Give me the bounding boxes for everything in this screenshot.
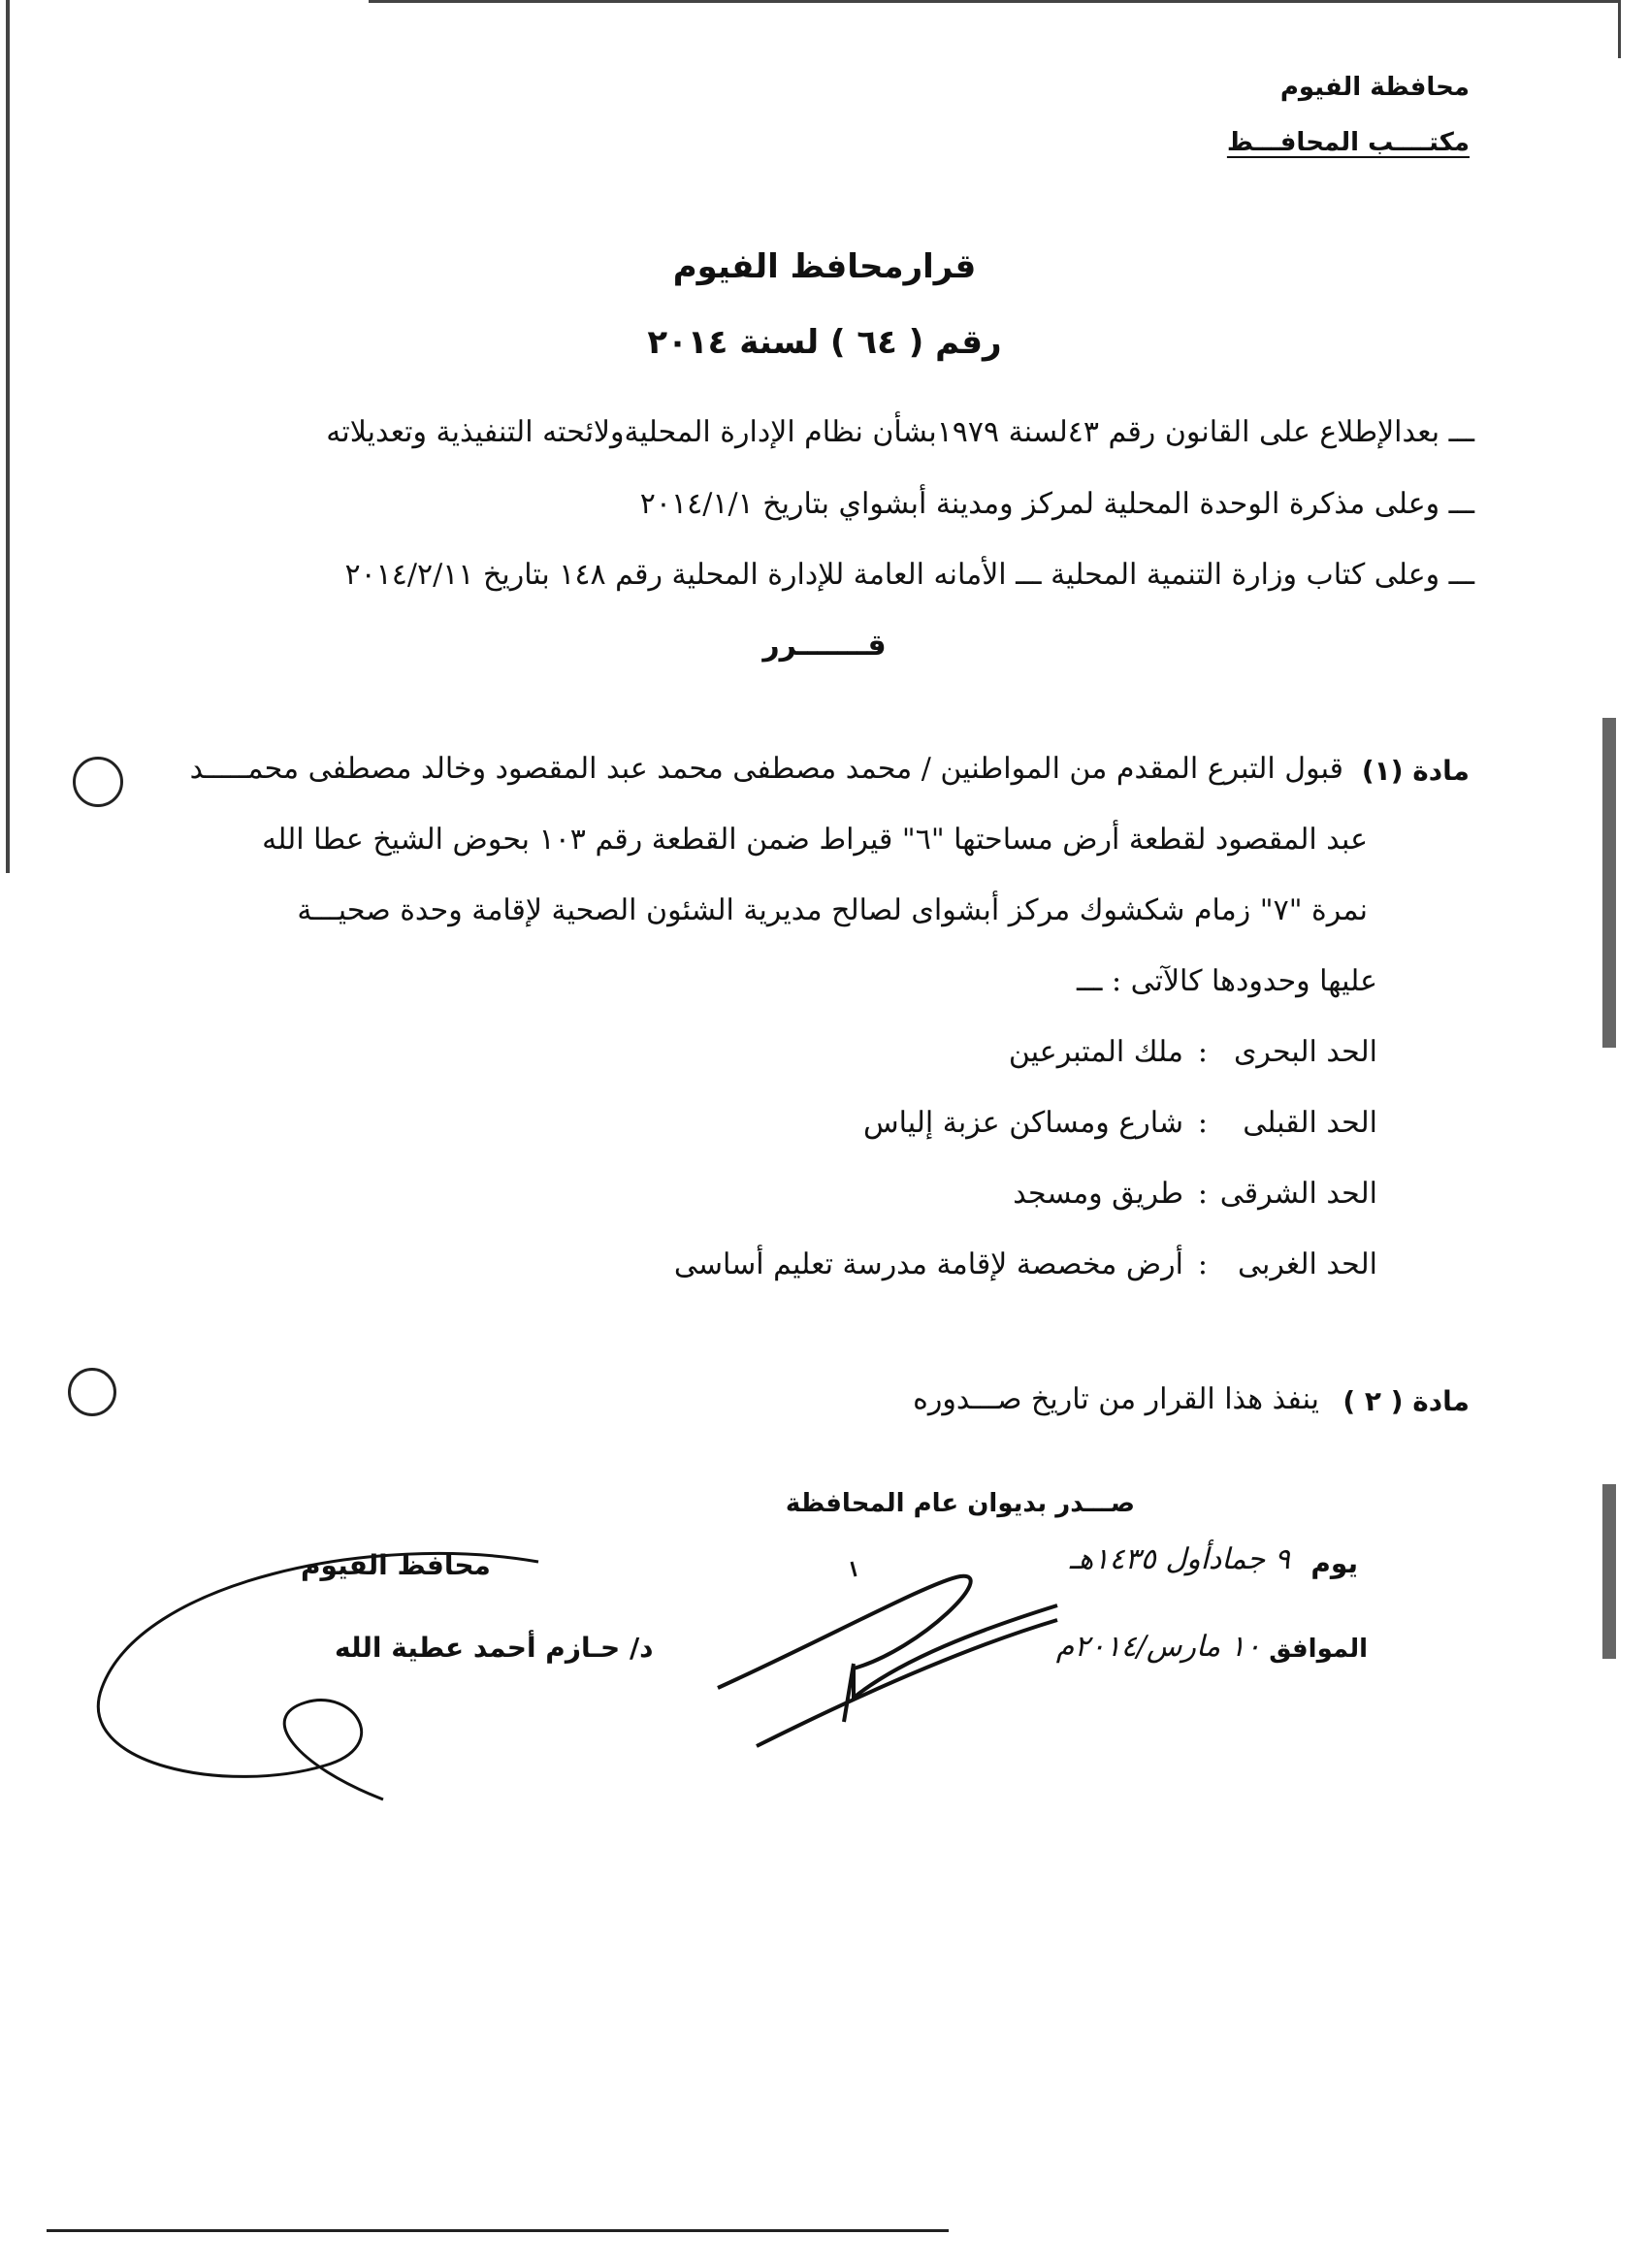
issuance-heading: صـــدر بديوان عام المحافظة (785, 1489, 1135, 1518)
handwritten-initial (708, 1542, 1067, 1766)
office-name (1227, 128, 1470, 157)
boundary-east-value: طريق ومسجد (1013, 1177, 1183, 1211)
boundary-south-value: شارع ومساكن عزبة إلياس (862, 1106, 1183, 1140)
boundary-west-value: أرض مخصصة لإقامة مدرسة تعليم أساسى (673, 1247, 1183, 1281)
article-1-line-1: قبول التبرع المقدم من المواطنين / محمد مصطفى محمد عبد المقصود وخالد مصطفى محمـــــد (189, 752, 1343, 786)
bottom-rule (47, 2229, 949, 2232)
article-1-line-2: عبد المقصود لقطعة أرض مساحتها "٦" قيراط ضمن القطعة رقم ١٠٣ بحوض الشيخ عطا الله (262, 823, 1368, 857)
preamble-line-2: ـــ وعلى مذكرة الوحدة المحلية لمركز ومدينة أبشواي بتاريخ ٢٠١٤/١/١ (639, 487, 1474, 521)
boundary-west-label: الحد الغربى (1238, 1247, 1377, 1281)
boundary-south-label: الحد القبلى (1243, 1106, 1377, 1140)
article-1-line-3: نمرة "٧" زمام شكشوك مركز أبشواى لصالح مديرية الشئون الصحية لإقامة وحدة صحيـــة (297, 893, 1368, 927)
hole-punch-mark-2 (68, 1368, 116, 1416)
decision-heading: قـــــــرر (762, 629, 887, 663)
article-1-line-4: عليها وحدودها كالآتى : ـــ (1077, 964, 1377, 998)
signatory-title: محافظ الفيوم (301, 1549, 491, 1581)
scan-edge-right-segment-1 (1602, 718, 1616, 1048)
issuance-hijri-date: ٩ جمادأول ١٤٣٥هـ (1069, 1542, 1290, 1576)
scan-edge-top (369, 0, 1620, 3)
article-1-label: مادة (١) (1361, 755, 1470, 787)
issuance-corresponding-label: الموافق (1269, 1635, 1368, 1664)
article-2-text: ينفذ هذا القرار من تاريخ صـــدوره (913, 1382, 1319, 1416)
scan-edge-right (1618, 0, 1621, 58)
boundary-north-separator: : (1197, 1035, 1208, 1069)
preamble-line-3: ـــ وعلى كتاب وزارة التنمية المحلية ـــ الأمانه العامة للإدارة المحلية رقم ١٤٨ بتاريخ ٢٠١٤/٢/١١ (344, 558, 1474, 592)
boundary-north-value: ملك المتبرعين (1008, 1035, 1183, 1069)
preamble-line-1: ـــ بعدالإطلاع على القانون رقم ٤٣لسنة ١٩٧٩بشأن نظام الإدارة المحليةولائحته التنفيذية وتعديلاته (326, 415, 1474, 449)
governorate-name: محافظة الفيوم (1279, 73, 1470, 102)
decree-number: رقم ( ٦٤ ) لسنة ٢٠١٤ (647, 323, 1002, 362)
governor-signature (82, 1542, 587, 1814)
scan-edge-left (6, 0, 10, 873)
boundary-north-label: الحد البحرى (1233, 1035, 1377, 1069)
boundary-east-label: الحد الشرقى (1219, 1177, 1377, 1211)
issuance-gregorian-date: ١٠ مارس/٢٠١٤م (1055, 1630, 1261, 1664)
decree-title: قرارمحافظ الفيوم (672, 247, 977, 286)
office-name-text: مكتــــب المحافـــظ (1226, 128, 1470, 157)
hole-punch-mark (73, 757, 123, 807)
signatory-name: د/ حـازم أحمد عطية الله (335, 1632, 654, 1664)
article-2-label: مادة ( ٢ ) (1342, 1385, 1470, 1417)
boundary-east-separator: : (1197, 1177, 1208, 1211)
scan-edge-right-segment-2 (1602, 1484, 1616, 1659)
boundary-south-separator: : (1197, 1106, 1208, 1140)
boundary-west-separator: : (1197, 1247, 1208, 1281)
issuance-day-label: يوم (1310, 1547, 1358, 1579)
